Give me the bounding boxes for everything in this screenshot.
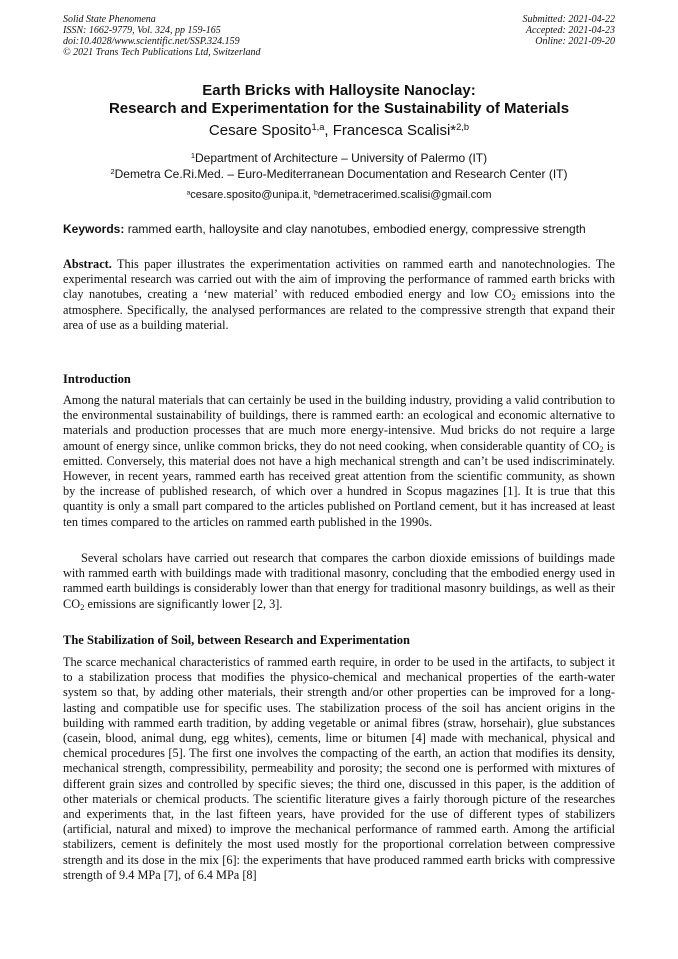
introduction-paragraph-2 bbox=[63, 551, 615, 612]
date-submitted: Submitted: 2021-04-22 bbox=[522, 14, 615, 25]
abstract-label: Abstract. bbox=[63, 257, 112, 271]
co2-subscript: 2 bbox=[599, 443, 604, 454]
author-1-affil: 1,a bbox=[311, 121, 325, 132]
abstract-text-2: emissions into the atmosphere. Specifically, the analysed performances are related to the compressive strength that expand their area of use as a building material. bbox=[63, 287, 615, 332]
intro-p2-part-a: Several scholars have carried out research that compares the carbon dioxide emissions of buildings made with rammed earth with buildings made with traditional masonry, concluding that the embodied energy used in rammed earth buildings is considerably lower than that energy for traditional masonry buildings, as well as their CO bbox=[63, 551, 615, 611]
author-emails bbox=[0, 188, 678, 203]
affiliation-1-marker: 1 bbox=[190, 150, 196, 160]
email-b: demetracerimed.scalisi@gmail.com bbox=[317, 189, 492, 201]
affiliation-1 bbox=[0, 151, 678, 166]
date-accepted: Accepted: 2021-04-23 bbox=[525, 25, 615, 36]
paper-title bbox=[0, 82, 678, 118]
co2-subscript: 2 bbox=[511, 292, 516, 303]
affiliation-2-marker: 2 bbox=[110, 166, 115, 176]
email-a-marker: a bbox=[186, 189, 191, 197]
introduction-paragraph-1 bbox=[63, 393, 615, 530]
title-line-1: Earth Bricks with Halloysite Nanoclay: bbox=[202, 82, 476, 99]
abstract-text-1: This paper illustrates the experimentation activities on rammed earth and nanotechnologies. The experimental research was carried out with the aim of improving the performance of rammed earth bricks with clay nanotubes, creating a ‘new material’ with reduced embodied energy and low CO bbox=[63, 257, 615, 302]
email-a: cesare.sposito@unipa.it, bbox=[190, 189, 314, 201]
date-online: Online: 2021-09-20 bbox=[535, 36, 615, 47]
section-heading-stabilization: The Stabilization of Soil, between Research and Experimentation bbox=[63, 633, 410, 647]
abstract bbox=[63, 257, 615, 333]
journal-issn: ISSN: 1662-9779, Vol. 324, pp 159-165 bbox=[63, 25, 221, 36]
affiliation-2 bbox=[0, 167, 678, 182]
intro-p1-part-b: is emitted. Conversely, this material does not have a high mechanical strength and can’t be used indiscriminately. However, in recent years, rammed earth has received great attention from the scientific community, as shown by the increase of published research, of which over a hundred in Scopus magazines [1]. It is true that this quantity is only a small part compared to the articles published on Portland cement, but it has increased at least ten times compared to the articles on rammed earth published in the 1990s. bbox=[63, 438, 615, 529]
intro-p1-part-a: Among the natural materials that can certainly be used in the building industry, providing a valid contribution to the environmental sustainability of buildings, there is rammed earth: an ecological and economic alternative to materials and production processes that are much more energy-intensive. Mud bricks do not require a large amount of energy since, unlike common bricks, they do not need cooking, when considerable quantity of CO bbox=[63, 393, 615, 453]
keywords bbox=[63, 222, 615, 237]
email-b-marker: b bbox=[313, 189, 318, 197]
journal-doi: doi:10.4028/www.scientific.net/SSP.324.159 bbox=[63, 36, 240, 47]
journal-copyright: © 2021 Trans Tech Publications Ltd, Switzerland bbox=[63, 47, 261, 58]
author-1: Cesare Sposito bbox=[208, 122, 312, 139]
author-2-affil: 2,b bbox=[456, 121, 470, 132]
affiliation-1-text: Department of Architecture – University of Palermo (IT) bbox=[195, 151, 488, 165]
section-heading-introduction: Introduction bbox=[63, 372, 131, 386]
keywords-text: rammed earth, halloysite and clay nanotubes, embodied energy, compressive strength bbox=[124, 222, 586, 236]
author-2: Francesca Scalisi* bbox=[332, 122, 457, 139]
stabilization-paragraph-1: The scarce mechanical characteristics of rammed earth require, in order to be used in the artifacts, to subject it to a stabilization process that modifies the physico-chemical and mechanical properties of the earth-water system so that, by adding other materials, their strength and/or other properties can be improved for a long-lasting and compatible use for specific uses. The stabilization process of the soil has ancient origins in the building with rammed earth tradition, by adding vegetable or animal fibres (straw, horsehair), glue substances (casein, blood, animal dung, egg whites), cements, lime or bitumen [4] made with mechanical, physical and chemical procedures [5]. The first one involves the compacting of the earth, an action that modifies its density, mechanical strength, compressibility, permeability and porosity; the second one is performed with mixtures of different grain sizes and controlled by specific sieves; the third one, discussed in this paper, is the addition of other materials or chemical products. The scientific literature gives a fairly thorough picture of the researches and experiments that, in the last fifteen years, have provided for the use of different types of stabilizers (artificial, natural and mixed) to improve the mechanical performance of rammed earth. Among the artificial stabilizers, cement is definitely the most used mostly for the proportional correlation between compressive strength and its dose in the mix [6]: the experiments that have produced rammed earth bricks with compressive strength of 9.4 MPa [7], of 6.4 MPa [8] bbox=[63, 655, 615, 882]
keywords-label: Keywords: bbox=[63, 222, 125, 236]
journal-name: Solid State Phenomena bbox=[63, 14, 156, 25]
journal-header-right bbox=[523, 14, 616, 47]
co2-subscript: 2 bbox=[80, 601, 85, 612]
author-separator: , bbox=[324, 122, 333, 139]
intro-p2-part-b: emissions are significantly lower [2, 3]. bbox=[84, 596, 283, 611]
title-line-2: Research and Experimentation for the Sustainability of Materials bbox=[108, 100, 570, 117]
journal-header-left bbox=[63, 14, 261, 58]
author-list bbox=[0, 122, 678, 140]
affiliation-2-text: Demetra Ce.Ri.Med. – Euro-Mediterranean Documentation and Research Center (IT) bbox=[114, 167, 568, 181]
